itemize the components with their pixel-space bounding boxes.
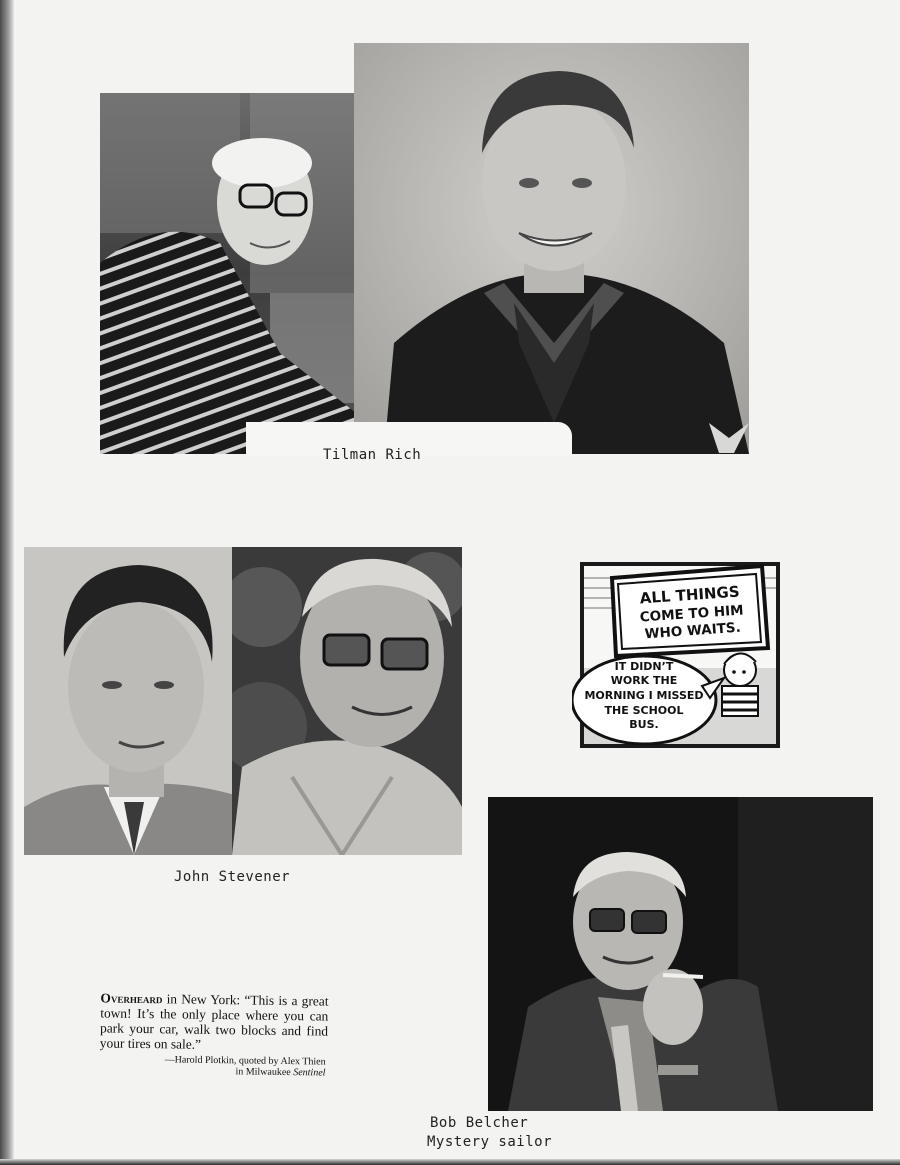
photo-john-stevener-older (232, 547, 462, 855)
quote-source-prefix: in Milwaukee (235, 1066, 294, 1079)
quote-text: in New York: “This is a great town! It’s the only place where you can park your car, walk two blocks and find your tires on sale.” (99, 991, 329, 1052)
bubble-line-2: WORK THE (610, 674, 678, 687)
caption-mystery-sailor: Mystery sailor (427, 1134, 553, 1150)
page-bottom-edge (0, 1159, 900, 1165)
caption-john-stevener: John Stevener (174, 869, 291, 885)
bubble-line-3: MORNING I MISSED (584, 689, 704, 702)
sign-line-2: COME TO HIM (639, 602, 745, 626)
photo-tilman-rich-older (100, 93, 356, 454)
page-binding-edge (0, 0, 14, 1165)
photo-tilman-rich-sailor (354, 43, 749, 454)
bubble-line-1: IT DIDN’T (614, 660, 674, 673)
caption-bob-belcher: Bob Belcher (430, 1115, 529, 1131)
quote-source-line (99, 1064, 325, 1078)
quote-source-name: Sentinel (293, 1067, 326, 1079)
quote-body (100, 990, 329, 1053)
photo-bob-belcher (488, 797, 873, 1111)
quote-lead: Overheard (100, 990, 163, 1007)
overheard-quote (99, 990, 328, 1078)
sign-line-1: ALL THINGS (639, 582, 741, 608)
cartoon-dennis-sign (572, 558, 790, 748)
quote-attribution (99, 1053, 327, 1078)
caption-tilman-rich: Tilman Rich (323, 447, 422, 463)
quote-attribution-line: —Harold Plotkin, quoted by Alex Thien (164, 1054, 326, 1068)
bubble-line-5: BUS. (629, 718, 659, 731)
photo-john-stevener-young (24, 547, 242, 855)
bubble-line-4: THE SCHOOL (604, 704, 684, 717)
sign-line-3: WHO WAITS. (644, 619, 742, 643)
